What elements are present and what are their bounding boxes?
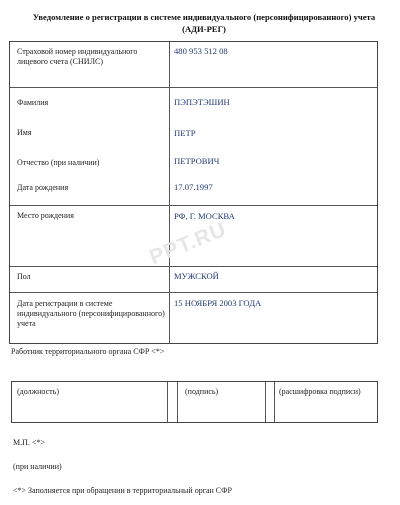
patronymic-label: Отчество (при наличии)	[17, 158, 100, 167]
snils-value: 480 953 512 08	[174, 46, 228, 56]
birthdate-value: 17.07.1997	[174, 182, 213, 192]
name-value: ПЕТР	[174, 128, 196, 138]
footnote: <*> Заполняется при обращении в территориальный орган СФР	[13, 486, 232, 495]
birthplace-value: РФ, Г. МОСКВА	[174, 211, 235, 221]
registration-date-label: Дата регистрации в системе индивидуального (персонифицированного) учета	[17, 299, 165, 328]
signature-divider	[167, 382, 168, 422]
sex-value: МУЖСКОЙ	[174, 271, 219, 281]
registration-date-value: 15 НОЯБРЯ 2003 ГОДА	[174, 298, 262, 308]
stamp-place: М.П. <*>	[13, 438, 45, 447]
stamp-optional-note: (при наличии)	[13, 462, 62, 471]
surname-value: ПЭПЭТЭШИН	[174, 97, 230, 107]
surname-label: Фамилия	[17, 98, 49, 107]
table-row-sex	[10, 266, 377, 281]
signature-table	[11, 381, 378, 423]
decode-caption: (расшифровка подписи)	[279, 387, 361, 396]
signature-divider	[265, 382, 266, 422]
birthplace-label: Место рождения	[17, 211, 74, 220]
document-title: Уведомление о регистрации в системе индивидуального (персонифицированного) учета (АДИ-РЕГ)	[32, 12, 376, 34]
birthdate-label: Дата рождения	[17, 183, 69, 192]
registration-table	[9, 41, 378, 344]
name-label: Имя	[17, 128, 32, 137]
table-row-birthplace	[10, 205, 377, 221]
sign-caption: (подпись)	[185, 387, 219, 396]
position-caption: (должность)	[17, 387, 59, 396]
table-row-registration-date	[10, 292, 377, 328]
table-row-surname	[10, 87, 377, 107]
sex-label: Пол	[17, 272, 31, 281]
patronymic-value: ПЕТРОВИЧ	[174, 156, 220, 166]
snils-label: Страховой номер индивидуального лицевого счета (СНИЛС)	[17, 47, 138, 66]
worker-label: Работник территориального органа СФР <*>	[11, 347, 165, 356]
signature-divider	[274, 382, 275, 422]
watermark: PPT.RU	[146, 217, 230, 270]
signature-divider	[177, 382, 178, 422]
